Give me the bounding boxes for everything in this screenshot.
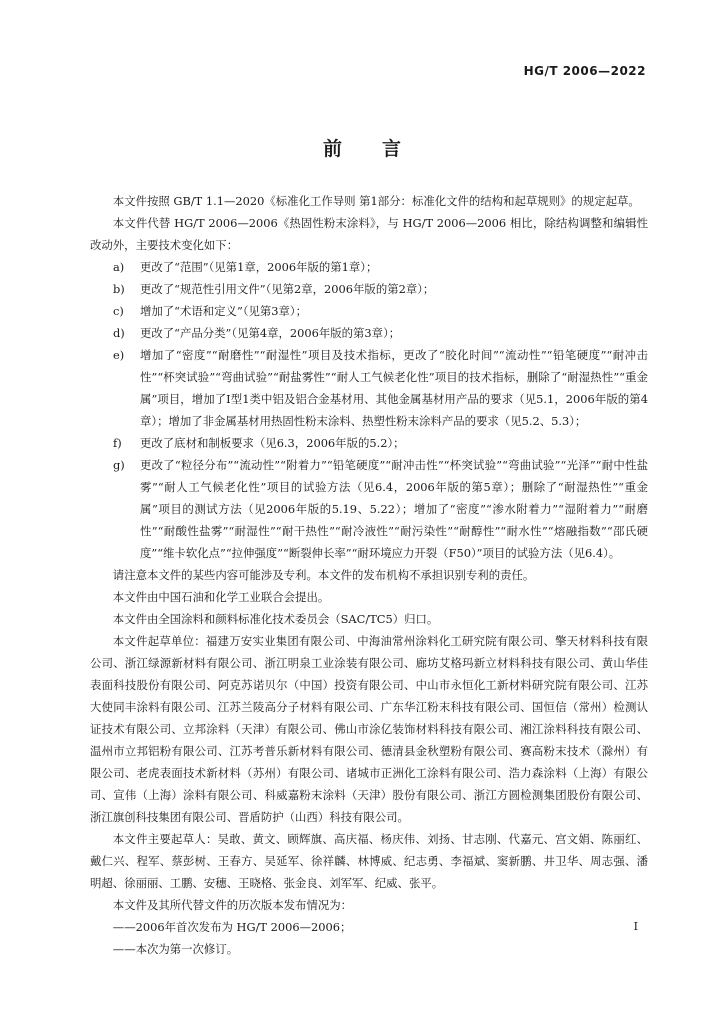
page-title: 前言 [322, 138, 441, 160]
list-item-label: c) [113, 304, 124, 318]
patent-notice: 请注意本文件的某些内容可能涉及专利。本文件的发布机构不承担识别专利的责任。 [112, 568, 535, 582]
list-item-label: b) [113, 282, 125, 296]
drafting-rule-paragraph: 本文件按照 GB/T 1.1—2020《标准化工作导则 第1部分：标准化文件的结构和起草规则》的规定起草。 [112, 194, 640, 208]
list-item [90, 256, 648, 278]
proposer-paragraph: 本文件由中国石油和化学工业联合会提出。 [112, 590, 330, 604]
list-item-label: e) [113, 348, 125, 362]
list-item [90, 278, 648, 300]
list-item [90, 454, 648, 564]
change-list [90, 256, 648, 564]
list-item-label: a) [113, 260, 125, 274]
drafting-units-paragraph: 本文件起草单位：福建万安实业集团有限公司、中海油常州涂料化工研究院有限公司、擎天材料科技有限公司、浙江绿源新材料有限公司、浙江明泉工业涂装有限公司、廊坊艾格玛新立材料科技有限公司、黄山华佳表面科技股份有限公司、阿克苏诺贝尔（中国）投资有限公司、中山市永恒化工新材料研究院有限公司、江苏大使同丰涂料有限公司、江苏兰陵高分子材料有限公司、广东华江粉末科技有限公司、国恒信（常州）检测认证技术有限公司、立邦涂料（天津）有限公司、佛山市涂亿装饰材料科技有限公司、湘江涂料科技有限公司、温州市立邦铝粉有限公司、江苏考普乐新材料有限公司、德清县金秋塑粉有限公司、赛高粉末技术（滁州）有限公司、老虎表面技术新材料（苏州）有限公司、诸城市正洲化工涂料有限公司、浩力森涂料（上海）有限公司、宣伟（上海）涂料有限公司、科威嘉粉末涂料（天津）股份有限公司、浙江方圆检测集团股份有限公司、浙江旗创科技集团有限公司、晋盾防护（山西）科技有限公司。 [90, 634, 648, 824]
list-item-label: d) [113, 326, 125, 340]
replacement-paragraph: 本文件代替 HG/T 2006—2006《热固性粉末涂料》，与 HG/T 2006—2006 相比，除结构调整和编辑性改动外，主要技术变化如下： [90, 216, 648, 252]
list-item-label: f) [113, 436, 122, 450]
page-number: I [633, 920, 638, 933]
list-item-text: 更改了“产品分类”（见第4章，2006年版的第3章）； [140, 326, 401, 340]
list-item-text: 更改了底材和制板要求（见6.3，2006年版的5.2）； [140, 436, 405, 450]
drafters-paragraph: 本文件主要起草人：吴敢、黄文、顾辉旗、高庆福、杨庆伟、刘扬、甘志刚、代嘉元、宫文娟、陈丽红、戴仁兴、程军、蔡彭树、王春方、吴延军、徐祥麟、林博威、纪志勇、李福斌、窦新鹏、井卫华、周志强、潘明超、徐丽丽、工鹏、安穗、王晓格、张金良、刘军军、纪威、张平。 [90, 832, 648, 890]
list-item-text: 增加了“术语和定义”（见第3章）； [140, 304, 307, 318]
list-item-text: 更改了“范围”（见第1章，2006年版的第1章）； [140, 260, 378, 274]
committee-paragraph: 本文件由全国涂料和颜料标准化技术委员会（SAC/TC5）归口。 [112, 612, 439, 626]
list-item-text: 更改了“规范性引用文件”（见第2章，2006年版的第2章）； [140, 282, 435, 296]
list-item [90, 322, 648, 344]
list-item [90, 432, 648, 454]
standard-code: HG/T 2006—2022 [523, 64, 646, 78]
document-body [90, 190, 648, 960]
list-item-text: 更改了“粒径分布”“流动性”“附着力”“铅笔硬度”“耐冲击性”“杯突试验”“弯曲试验”“光泽”“耐中性盐雾”“耐人工气候老化性”项目的试验方法（见6.4，2006年版的第5章）；删除了“耐湿热性”“重金属”项目的测试方法（见2006年版的5.19、5.22）；增加了“密度”“渗水附着力”“湿附着力”“耐磨性”“耐酸性盐雾”“耐湿性”“耐干热性”“耐冷液性”“耐污染性”“耐醇性”“耐水性”“熔融指数”“邵氏硬度”“维卡软化点”“拉伸强度”“断裂伸长率”“耐环境应力开裂（F50）”项目的试验方法（见6.4）。 [140, 458, 648, 560]
list-item-label: g) [113, 458, 125, 472]
history-intro-paragraph: 本文件及其所代替文件的历次版本发布情况为： [112, 898, 353, 912]
list-item [90, 344, 648, 432]
list-item [90, 300, 648, 322]
list-item-text: 增加了“密度”“耐磨性”“耐湿性”项目及技术指标，更改了“胶化时间”“流动性”“铅笔硬度”“耐冲击性”“杯突试验”“弯曲试验”“耐盐雾性”“耐人工气候老化性”项目的技术指标，删除了“耐湿热性”“重金属”项目，增加了Ⅰ型1类中铝及铝合金基材用、其他金属基材用产品的要求（见5.1，2006年版的第4章）；增加了非金属基材用热固性粉末涂料、热塑性粉末涂料产品的要求（见5.2、5.3）； [140, 348, 648, 428]
history-item: ——2006年首次发布为 HG/T 2006—2006； [112, 920, 352, 934]
history-item: ——本次为第一次修订。 [112, 942, 239, 956]
